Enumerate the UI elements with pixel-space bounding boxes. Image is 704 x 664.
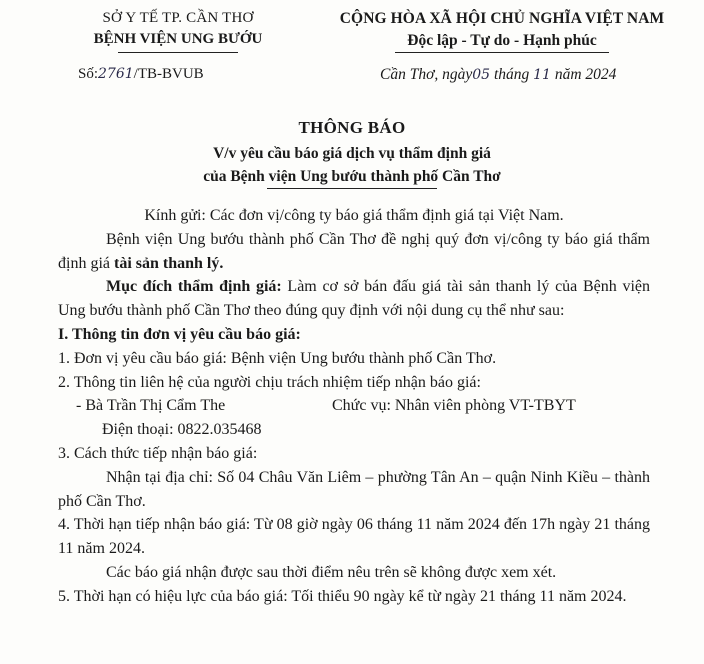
document-subtitle <box>0 142 704 189</box>
purpose-paragraph <box>58 275 650 323</box>
date-part2: tháng <box>493 66 530 83</box>
doc-number-handwritten: 2761 <box>98 66 134 82</box>
item-4: 4. Thời hạn tiếp nhận báo giá: Từ 08 giờ ngày 06 tháng 11 năm 2024 đến 17h ngày 21 tháng 11 năm 2024. <box>58 516 650 558</box>
intro-text: Bệnh viện Ung bướu thành phố Cần Thơ đề nghị quý đơn vị/công ty báo giá thẩm định giá <box>58 230 650 272</box>
issuer-underline <box>118 52 238 53</box>
national-motto: Độc lập - Tự do - Hạnh phúc <box>407 32 597 49</box>
hospital-name: BỆNH VIỆN UNG BƯỚU <box>93 31 263 47</box>
item-2: 2. Thông tin liên hệ của người chịu trách nhiệm tiếp nhận báo giá: <box>58 373 481 391</box>
section1-heading: I. Thông tin đơn vị yêu cầu báo giá: <box>58 325 301 343</box>
contact-position: Chức vụ: Nhân viên phòng VT-TBYT <box>332 397 576 415</box>
contact-name: - Bà Trần Thị Cẩm The <box>76 397 226 415</box>
date-day: 05 <box>472 67 491 83</box>
document-body <box>58 204 650 609</box>
country-name: CỘNG HÒA XÃ HỘI CHỦ NGHĨA VIỆT NAM <box>339 10 665 27</box>
agency-name: SỞ Y TẾ TP. CẦN THƠ <box>102 10 254 26</box>
date-part3: năm 2024 <box>554 66 617 83</box>
contact-row <box>58 394 650 418</box>
document-number <box>78 66 204 83</box>
contact-phone: Điện thoại: 0822.035468 <box>102 421 262 439</box>
intro-paragraph <box>58 228 650 276</box>
doc-number-prefix: Số: <box>78 66 99 82</box>
doc-number-suffix: /TB-BVUB <box>133 66 204 82</box>
greeting: Kính gửi: Các đơn vị/công ty báo giá thẩm định giá tại Việt Nam. <box>144 207 564 224</box>
subtitle-underline <box>267 188 437 189</box>
intro-bold: tài sản thanh lý. <box>114 254 224 272</box>
date-part1: Cần Thơ, ngày <box>380 66 473 83</box>
date-month: 11 <box>533 67 551 83</box>
purpose-text: Làm cơ sở bán đấu giá tài sản thanh lý của Bệnh viện Ung bướu thành phố Cần Thơ theo đúng quy định với nội dung cụ thể như sau: <box>58 278 651 320</box>
place-and-date <box>380 66 616 84</box>
item-4-note: Các báo giá nhận được sau thời điểm nêu trên sẽ không được xem xét. <box>106 563 557 581</box>
motto-underline <box>395 52 609 53</box>
purpose-label: Mục đích thẩm định giá: <box>106 278 282 296</box>
item-5: 5. Thời hạn có hiệu lực của báo giá: Tối thiểu 90 ngày kể từ ngày 21 tháng 11 năm 2024. <box>58 587 627 605</box>
subtitle-line2: của Bệnh viện Ung bướu thành phố Cần Thơ <box>203 168 501 185</box>
item-3-address: Nhận tại địa chỉ: Số 04 Châu Văn Liêm – phường Tân An – quận Ninh Kiều – thành phố Cần Thơ. <box>58 468 650 510</box>
issuer-header <box>58 8 298 53</box>
national-header <box>312 8 692 53</box>
subtitle-line1: V/v yêu cầu báo giá dịch vụ thẩm định giá <box>213 145 491 162</box>
item-1: 1. Đơn vị yêu cầu báo giá: Bệnh viện Ung bướu thành phố Cần Thơ. <box>58 349 497 367</box>
item-3: 3. Cách thức tiếp nhận báo giá: <box>58 444 258 462</box>
document-title: THÔNG BÁO <box>298 118 406 137</box>
